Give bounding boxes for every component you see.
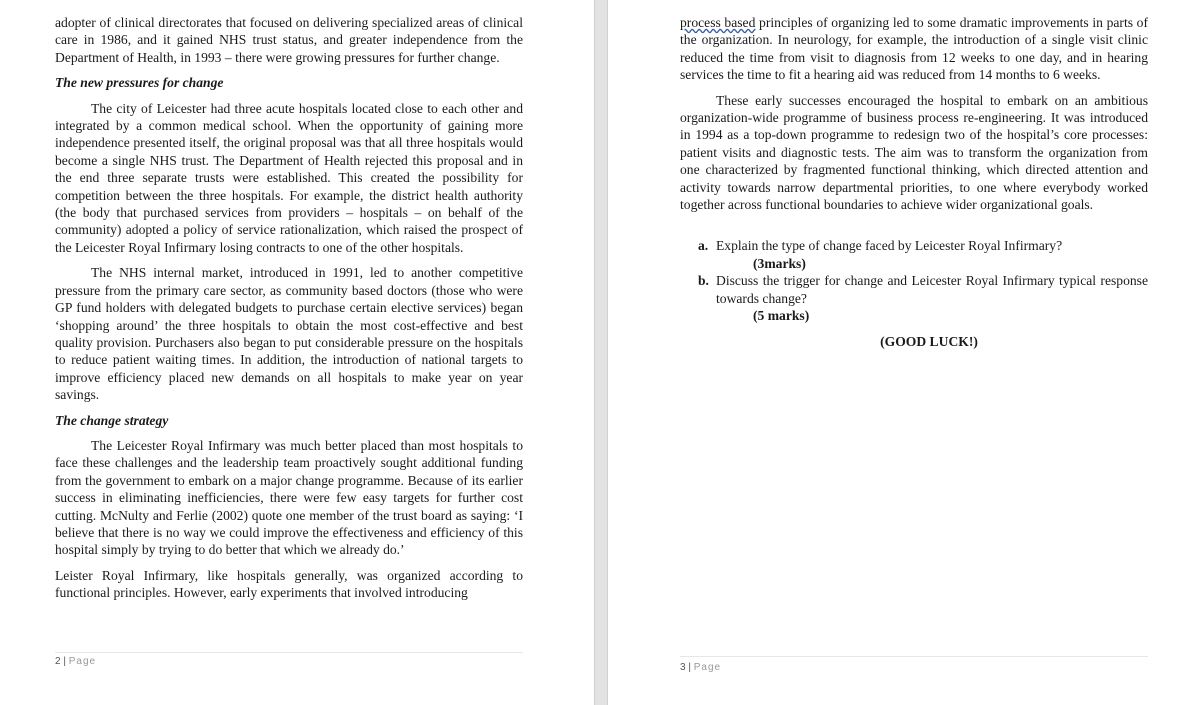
page-number: 3 bbox=[680, 662, 686, 673]
question-b-text: Discuss the trigger for change and Leicester Royal Infirmary typical response towards change? bbox=[716, 273, 1148, 306]
question-a-marks: (3marks) bbox=[753, 255, 806, 271]
page-footer bbox=[55, 656, 96, 667]
heading-new-pressures: The new pressures for change bbox=[55, 75, 224, 91]
question-a-text: Explain the type of change faced by Leicester Royal Infirmary? bbox=[716, 238, 1063, 254]
page-number: 2 bbox=[55, 656, 61, 667]
question-b-marks: (5 marks) bbox=[753, 308, 810, 324]
question-a-label: a. bbox=[698, 238, 709, 254]
page-gutter bbox=[594, 0, 608, 705]
paragraph-intro: adopter of clinical directorates that focused on delivering specialized areas of clinical care in 1986, and it gained NHS trust status, and greater independence from the Department of Health, in 1993 – there were growing pressures for further change. bbox=[55, 15, 523, 65]
document-page-3 bbox=[608, 0, 1186, 705]
paragraph-functional-principles: Leister Royal Infirmary, like hospitals generally, was organized according to functional principles. However, early experiments that involved introducing bbox=[55, 567, 523, 601]
paragraph-early-successes: These early successes encouraged the hospital to embark on an ambitious organization-wide programme of business process re-engineering. It was introduced in 1994 as a top-down programme to redesign two of the hospital’s core processes: patient visits and diagnostic tests. The aim was to transform the organization from one characterized by fragmented functional thinking, which directed attention and activity towards narrow departmental priorities, to one where everybody worked together across functional boundaries to achieve wider organizational goals. bbox=[680, 92, 1148, 213]
page-3-text-column bbox=[680, 14, 1148, 350]
paragraph-process-based-rest: principles of organizing led to some dramatic improvements in parts of the organization. In neurology, for example, the introduction of a single visit clinic reduced the time from visit to diagnosis from 12 weeks to one day, and in hearing services the time to fit a hearing aid was reduced from 14 months to 6 weeks. bbox=[680, 15, 1149, 83]
paragraph-city-of-leicester: The city of Leicester had three acute hospitals located close to each other and integrated by a common medical school. When the opportunity of gaining more independence presented itself, the original proposal was that all three hospitals would become a single NHS trust. The Department of Health rejected this proposal and in the end three separate trusts were established. This created the possibility for competition between the three hospitals. For example, the district health authority (the body that purchased services from providers – hospitals – on behalf of the community) adopted a policy of service rationalization, which raised the prospect of the Leicester Royal Infirmary losing contracts to one of the other hospitals. bbox=[55, 100, 523, 255]
page-label: Page bbox=[693, 662, 722, 673]
page-footer bbox=[680, 656, 1148, 673]
paragraph-process-based bbox=[680, 14, 1148, 84]
page-label: Page bbox=[68, 656, 97, 667]
footer-separator: | bbox=[63, 656, 66, 667]
paragraph-internal-market: The NHS internal market, introduced in 1991, led to another competitive pressure from the primary care sector, as community based doctors (those who were GP fund holders with delegated budgets to purchase certain elective services) began ‘shopping around’ the three hospitals to obtain the most cost-effective and best quality provision. Purchasers also began to put considerable pressure on the hospitals to reduce patient waiting times. In addition, the introduction of national targets to improve efficiency placed new demands on all hospitals to make year on year savings. bbox=[55, 265, 523, 403]
footer-rule bbox=[55, 652, 523, 653]
spellcheck-underlined-text[interactable]: process based bbox=[680, 15, 756, 30]
page-2-text-column bbox=[55, 14, 523, 610]
footer-separator: | bbox=[688, 662, 691, 673]
question-b-label: b. bbox=[698, 273, 709, 289]
closing-good-luck: (GOOD LUCK!) bbox=[880, 333, 978, 349]
question-b bbox=[698, 272, 1148, 324]
paragraph-change-strategy: The Leicester Royal Infirmary was much better placed than most hospitals to face these challenges and the leadership team proactively sought additional funding from the government to embark on a major change programme. Because of its earlier success in eliminating inefficiencies, there were few easy targets for further cost cutting. McNulty and Ferlie (2002) quote one member of the trust board as saying: ‘I believe that there is no way we could improve the effectiveness and efficiency of this hospital simply by trying to do better that which we already do.’ bbox=[55, 437, 523, 558]
question-list bbox=[698, 237, 1148, 324]
heading-change-strategy: The change strategy bbox=[55, 412, 169, 428]
question-a bbox=[698, 237, 1148, 272]
